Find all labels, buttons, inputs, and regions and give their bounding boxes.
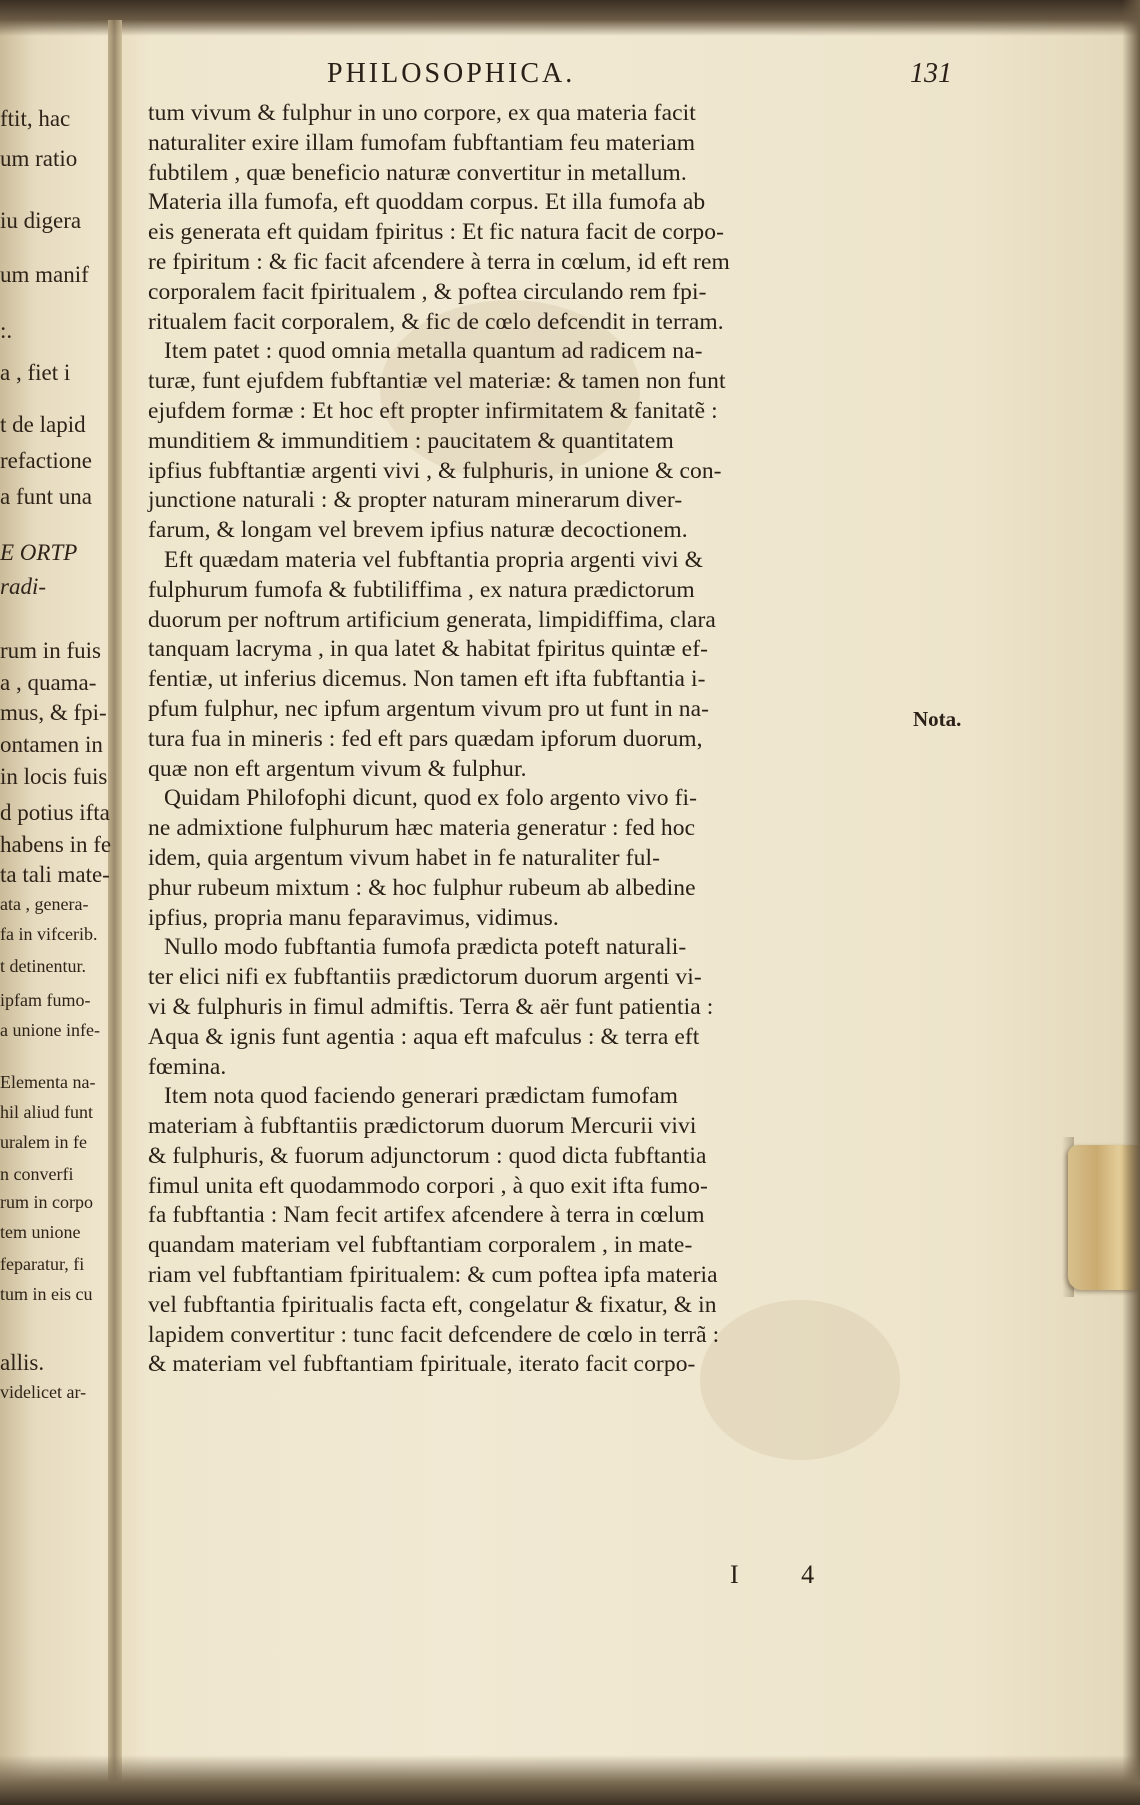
left-page-line: tum in eis cu xyxy=(0,1284,93,1304)
text-line: fubtilem , quæ beneficio naturæ convertitur in metallum. xyxy=(148,159,687,186)
text-line: tum vivum & fulphur in uno corpore, ex qua materia facit xyxy=(148,100,696,126)
left-page-line: :. xyxy=(0,318,13,343)
text-line: quandam materiam vel fubftantiam corporalem , in mate- xyxy=(148,1232,693,1259)
text-line: materiam à fubftantiis prædictorum duorum Mercurii vivi xyxy=(148,1113,697,1140)
page-bottom-edge xyxy=(0,1755,1140,1805)
text-line: idem, quia argentum vivum habet in fe naturaliter ful- xyxy=(148,844,661,871)
left-page-line: mus, & fpi- xyxy=(0,700,107,725)
text-line: fa fubftantia : Nam fecit artifex afcendere à terra in cœlum xyxy=(148,1202,705,1229)
text-line: eis generata eft quidam fpiritus : Et fic natura facit de corpo- xyxy=(148,219,725,246)
left-page-line: in locis fuis xyxy=(0,764,108,789)
left-page-line: rum in fuis xyxy=(0,638,101,663)
left-page-line: um ratio xyxy=(0,146,78,171)
text-line: ipfius, propria manu feparavimus, vidimus. xyxy=(148,904,559,931)
left-page-line: E ORTP xyxy=(0,540,78,565)
left-page-line: t de lapid xyxy=(0,412,86,437)
left-page-line: allis. xyxy=(0,1350,45,1375)
text-line: duorum per noftrum artificium generata, limpidiffima, clara xyxy=(148,606,716,633)
text-line: Nullo modo fubftantia fumofa prædicta poteft naturali- xyxy=(164,934,687,961)
text-line: Aqua & ignis funt agentia : aqua eft mafculus : & terra eft xyxy=(148,1023,700,1050)
left-page-line: tem unione xyxy=(0,1222,81,1242)
text-line: riam vel fubftantiam fpiritualem: & cum poftea ipfa materia xyxy=(148,1262,718,1289)
text-line: ne admixtione fulphurum hæc materia generatur : fed hoc xyxy=(148,815,696,842)
text-line: turæ, funt ejufdem fubftantiæ vel materiæ: & tamen non funt xyxy=(148,368,726,395)
page-right-edge xyxy=(1122,0,1140,1805)
text-line: Item nota quod faciendo generari prædictam fumofam xyxy=(164,1083,678,1110)
text-line: Eft quædam materia vel fubftantia propria argenti vivi & xyxy=(164,546,703,573)
text-line: re fpiritum : & fic facit afcendere à terra in cœlum, id eft rem xyxy=(148,248,730,275)
signature-mark: I 4 xyxy=(730,1560,843,1589)
left-page-line: ftit, hac xyxy=(0,106,71,131)
left-page-line: uralem in fe xyxy=(0,1132,87,1152)
left-page-line: d potius ifta xyxy=(0,800,110,825)
margin-note: Nota. xyxy=(913,707,962,731)
text-line: lapidem convertitur : tunc facit defcendere de cœlo in terrã : xyxy=(148,1321,720,1348)
text-line: Quidam Philofophi dicunt, quod ex folo argento vivo fi- xyxy=(164,785,698,812)
text-line: ipfius fubftantiæ argenti vivi , & fulphuris, in unione & con- xyxy=(148,457,722,484)
left-page-fragment xyxy=(0,60,118,1620)
text-line: vel fubftantia fpiritualis facta eft, congelatur & fixatur, & in xyxy=(148,1291,717,1318)
text-line: tura fua in mineris : fed eft pars quædam ipforum duorum, xyxy=(148,725,703,752)
page-top-edge xyxy=(0,0,1140,36)
text-line: junctione naturali : & propter naturam minerarum diver- xyxy=(148,487,683,514)
left-page-line: ipfam fumo- xyxy=(0,990,91,1010)
left-page-line: habens in fe xyxy=(0,832,112,857)
text-line: Item patet : quod omnia metalla quantum ad radicem na- xyxy=(164,338,703,365)
text-line: quæ non eft argentum vivum & fulphur. xyxy=(148,755,527,782)
text-line: fimul unita eft quodammodo corpori , à quo exit ifta fumo- xyxy=(148,1172,708,1199)
text-line: pfum fulphur, nec ipfum argentum vivum pro ut funt in na- xyxy=(148,695,710,722)
left-page-line: ta tali mate- xyxy=(0,862,110,887)
left-page-line: refactione xyxy=(0,448,92,473)
text-line: & materiam vel fubftantiam fpirituale, iterato facit corpo- xyxy=(148,1351,696,1378)
text-line: munditiem & immunditiem : paucitatem & quantitatem xyxy=(148,427,674,454)
left-page-line: hil aliud funt xyxy=(0,1102,93,1122)
left-page-line: um manif xyxy=(0,262,89,287)
text-line: ter elici nifi ex fubftantiis prædictorum duorum argenti vi- xyxy=(148,964,702,991)
left-page-line: a , fiet i xyxy=(0,360,71,385)
text-line: naturaliter exire illam fumofam fubftantiam feu materiam xyxy=(148,129,696,156)
left-page-line: a unione infe- xyxy=(0,1020,100,1040)
text-line: ritualem facit corporalem, & fic de cœlo defcendit in terram. xyxy=(148,308,724,335)
left-page-line: ata , genera- xyxy=(0,894,89,914)
left-page-line: a , quama- xyxy=(0,670,97,695)
left-page-line: videlicet ar- xyxy=(0,1382,87,1402)
left-page-line: n converfi xyxy=(0,1164,74,1184)
text-line: Materia illa fumofa, eft quoddam corpus. Et illa fumofa ab xyxy=(148,189,706,216)
text-line: fentiæ, ut inferius dicemus. Non tamen eft ifta fubftantia i- xyxy=(148,666,706,693)
text-line: tanquam lacryma , in qua latet & habitat fpiritus quintæ ef- xyxy=(148,636,709,663)
running-head: PHILOSOPHICA. xyxy=(327,58,576,89)
left-page-line: t detinentur. xyxy=(0,956,86,976)
body-text xyxy=(148,99,893,1380)
left-page-line: ontamen in xyxy=(0,732,103,757)
left-page-line: rum in corpo xyxy=(0,1192,93,1212)
left-page-line: fa in vifcerib. xyxy=(0,924,98,944)
text-line: corporalem facit fpiritualem , & poftea circulando rem fpi- xyxy=(148,278,707,305)
text-line: phur rubeum mixtum : & hoc fulphur rubeum ab albedine xyxy=(148,874,696,901)
text-line: fœmina. xyxy=(148,1053,227,1080)
text-line: & fulphuris, & fuorum adjunctorum : quod dicta fubftantia xyxy=(148,1142,707,1169)
text-line: vi & fulphuris in fimul admiftis. Terra & aër funt patientia : xyxy=(148,993,714,1020)
text-line: ejufdem formæ : Et hoc eft propter infirmitatem & fanitatẽ : xyxy=(148,397,718,424)
text-line: farum, & longam vel brevem ipfius naturæ decoctionem. xyxy=(148,517,688,544)
left-page-line: feparatur, fi xyxy=(0,1254,85,1274)
page-number: 131 xyxy=(910,58,952,89)
left-page-line: iu digera xyxy=(0,208,82,233)
left-page-line: Elementa na- xyxy=(0,1072,96,1092)
text-line: fulphurum fumofa & fubtiliffima , ex natura prædictorum xyxy=(148,576,695,603)
page-header xyxy=(150,58,980,98)
left-page-line: a funt una xyxy=(0,484,92,509)
left-page-line: radi- xyxy=(0,574,46,599)
